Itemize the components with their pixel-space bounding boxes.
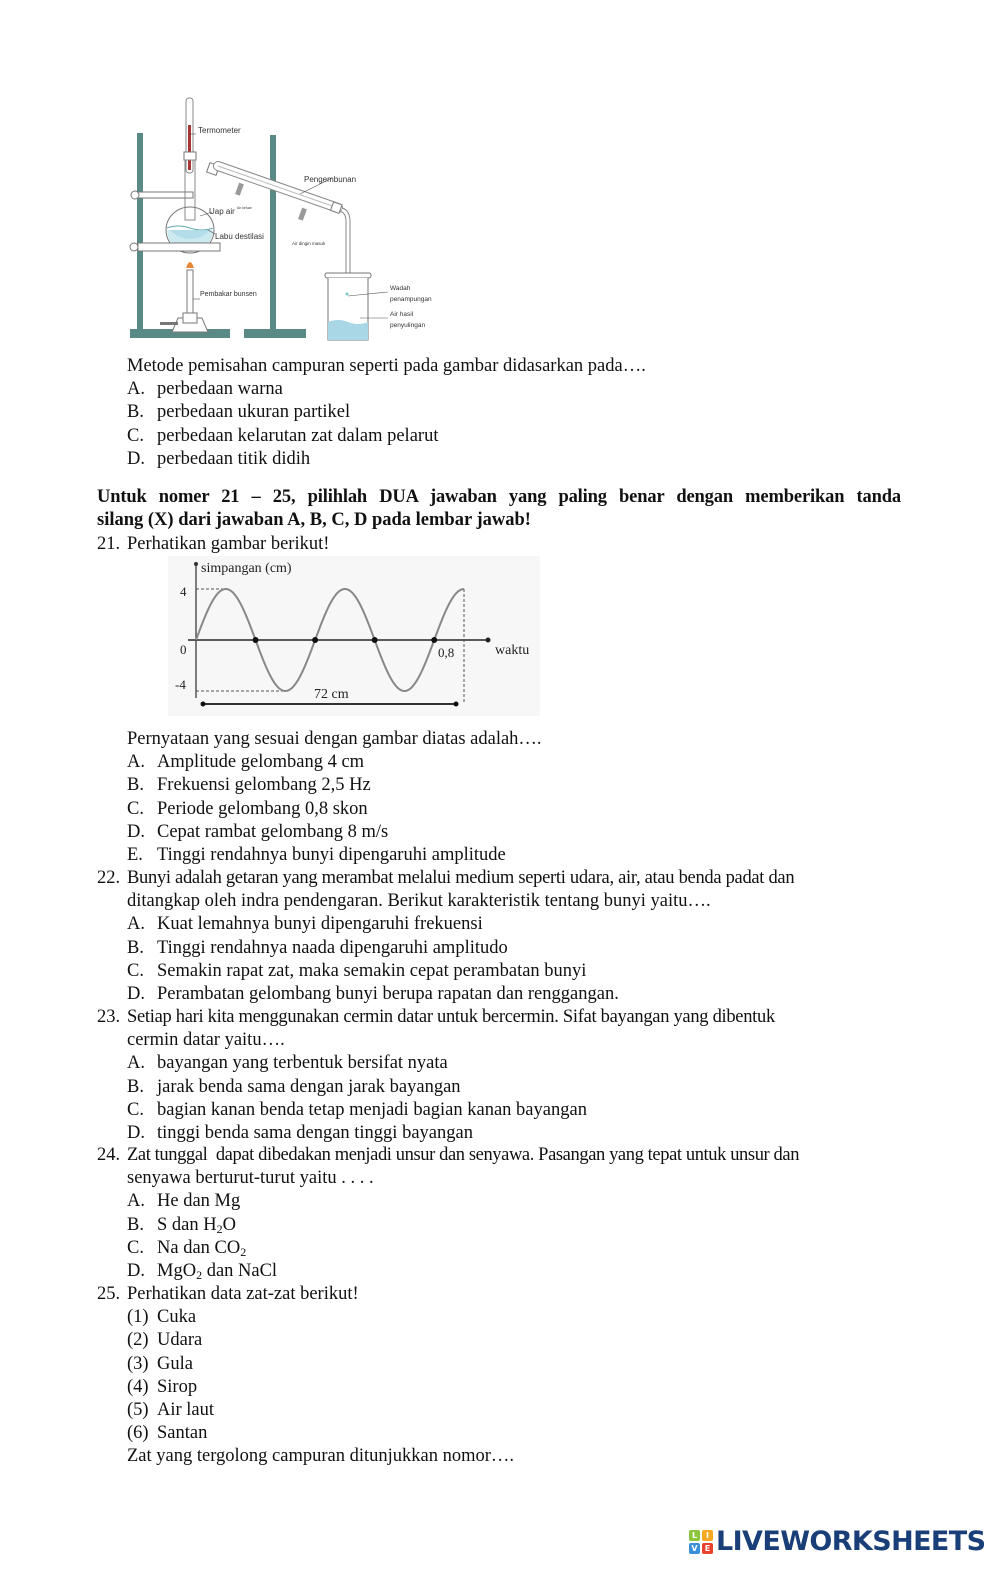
q20-stem: Metode pemisahan campuran seperti pada gambar didasarkan pada…. [127,356,646,376]
logo-letter-v: V [689,1543,700,1554]
q21-stem: Pernyataan yang sesuai dengan gambar diatas adalah…. [127,729,542,749]
logo-text: LIVEWORKSHEETS [716,1526,986,1557]
label-vapor: Uap air [209,207,235,216]
q20-option-c[interactable]: C. perbedaan kelarutan zat dalam pelarut [127,425,439,446]
zero-crossing-point [372,637,378,643]
y-axis-label: simpangan (cm) [201,561,292,576]
q22-option-b[interactable]: B. Tinggi rendahnya naada dipengaruhi amplitudo [127,937,508,958]
q23-option-a[interactable]: A. bayangan yang terbentuk bersifat nyata [127,1053,448,1074]
q24-block [97,1144,799,1283]
q22-option-d[interactable]: D. Perambatan gelombang bunyi berupa rapatan dan renggangan. [127,984,619,1005]
span-label: 72 cm [314,687,349,702]
x-axis-label: waktu [495,643,530,658]
q25-stem: 25. Perhatikan data zat-zat berikut! [97,1284,359,1304]
q21-block [127,728,542,867]
q24-option-c[interactable]: C. Na dan $CO_2$ [127,1237,247,1259]
stand-rod-left [137,133,143,333]
instruction-line-2: silang (X) dari jawaban A, B, C, D pada lembar jawab! [97,510,531,531]
q22-stem-line-1: 22. Bunyi adalah getaran yang merambat melalui medium seperti udara, air, atau benda padat dan [97,868,795,888]
wave-chart [168,556,540,716]
q25-item-4: (4) Sirop [127,1376,198,1397]
distillation-figure [120,90,460,350]
logo-live-grid-icon [689,1530,713,1554]
q25-item-5: (5) Air laut [127,1400,215,1421]
q23-option-d[interactable]: D. tinggi benda sama dengan tinggi bayangan [127,1123,473,1144]
q22-option-c[interactable]: C. Semakin rapat zat, maka semakin cepat perambatan bunyi [127,960,587,981]
y-tick-4: 4 [180,584,187,599]
q25-question: Zat yang tergolong campuran ditunjukkan nomor…. [127,1446,515,1467]
logo-letter-e: E [702,1543,713,1554]
q22-option-a[interactable]: A. Kuat lemahnya bunyi dipengaruhi frekuensi [127,914,483,935]
thermometer-icon [186,98,193,173]
label-cold-water-in: Air dingin masuk [292,241,326,246]
y-tick-0: 0 [180,642,187,657]
q21-intro: 21. Perhatikan gambar berikut! [97,533,329,556]
q24-stem-line-2: senyawa berturut-turut yaitu . . . . [127,1168,374,1189]
beaker-icon [325,273,371,340]
q22-block [97,867,794,1006]
q24-option-a[interactable]: A. He dan Mg [127,1191,241,1212]
q23-stem-line-1: 23. Setiap hari kita menggunakan cermin datar untuk bercermin. Sifat bayangan yang dibentuk [97,1007,775,1027]
logo-letter-l: L [689,1530,700,1541]
stand-base-right [244,329,306,338]
q20-option-b[interactable]: B. perbedaan ukuran partikel [127,402,351,423]
label-water-out: Air keluar [237,206,252,210]
q23-block [97,1006,775,1145]
instruction [97,486,901,532]
q24-stem-line-1: 24. Zat tunggal dapat dibedakan menjadi unsur dan senyawa. Pasangan yang tepat untuk unsur dan [97,1145,800,1165]
span-arrow-start [201,702,206,707]
q21-number: 21. [97,534,121,554]
x-tick-end: 0,8 [438,645,455,660]
q24-option-b[interactable]: B. S dan $H_2O$ [127,1214,236,1236]
q23-option-c[interactable]: C. bagian kanan benda tetap menjadi bagian kanan bayangan [127,1099,587,1120]
label-distillate-2: penyulingan [390,322,426,329]
label-distillate-1: Air hasil [390,311,414,318]
zero-crossing-point [431,637,437,643]
y-axis-arrow [194,562,198,566]
instruction-line-1: Untuk nomer 21 – 25, pilihlah DUA jawaban yang paling benar dengan memberikan tanda [97,487,901,507]
zero-crossing-point [312,637,318,643]
q25-item-1: (1) Cuka [127,1307,197,1328]
q25-block [97,1283,514,1469]
stand-rod-right [270,135,276,335]
q25-item-2: (2) Udara [127,1330,203,1351]
q21-option-e[interactable]: E. Tinggi rendahnya bunyi dipengaruhi amplitude [127,845,506,866]
q21-option-b[interactable]: B. Frekuensi gelombang 2,5 Hz [127,775,371,796]
zero-crossing-point [253,637,259,643]
label-condenser: Pengembunan [304,175,357,184]
logo-letter-i: I [702,1530,713,1541]
q23-option-b[interactable]: B. jarak benda sama dengan jarak bayangan [127,1076,461,1097]
q23-stem-line-2: cermin datar yaitu…. [127,1030,285,1051]
q21-option-a[interactable]: A. Amplitude gelombang 4 cm [127,752,365,773]
label-container-1: Wadah [390,285,411,292]
q20-block [127,355,646,471]
q22-stem-line-2: ditangkap oleh indra pendengaran. Berikut karakteristik tentang bunyi yaitu…. [127,891,711,912]
q21-option-d[interactable]: D. Cepat rambat gelombang 8 m/s [127,821,389,842]
y-tick-neg4: -4 [175,677,186,692]
q20-option-d[interactable]: D. perbedaan titik didih [127,448,311,469]
liveworksheets-logo[interactable] [689,1528,985,1556]
q20-option-a[interactable]: A. perbedaan warna [127,379,283,400]
label-burner: Pembakar bunsen [200,291,257,298]
label-container-2: penampungan [390,296,432,303]
q25-item-3: (3) Gula [127,1353,193,1374]
label-thermometer: Termometer [198,126,241,135]
label-flask: Labu destilasi [215,232,264,241]
q24-option-d[interactable]: D. MgO$_2$ dan NaCl [127,1261,278,1283]
span-arrow-end [454,702,459,707]
q25-item-6: (6) Santan [127,1423,208,1444]
x-axis-arrow [486,638,491,643]
q21-option-c[interactable]: C. Periode gelombang 0,8 skon [127,798,368,819]
